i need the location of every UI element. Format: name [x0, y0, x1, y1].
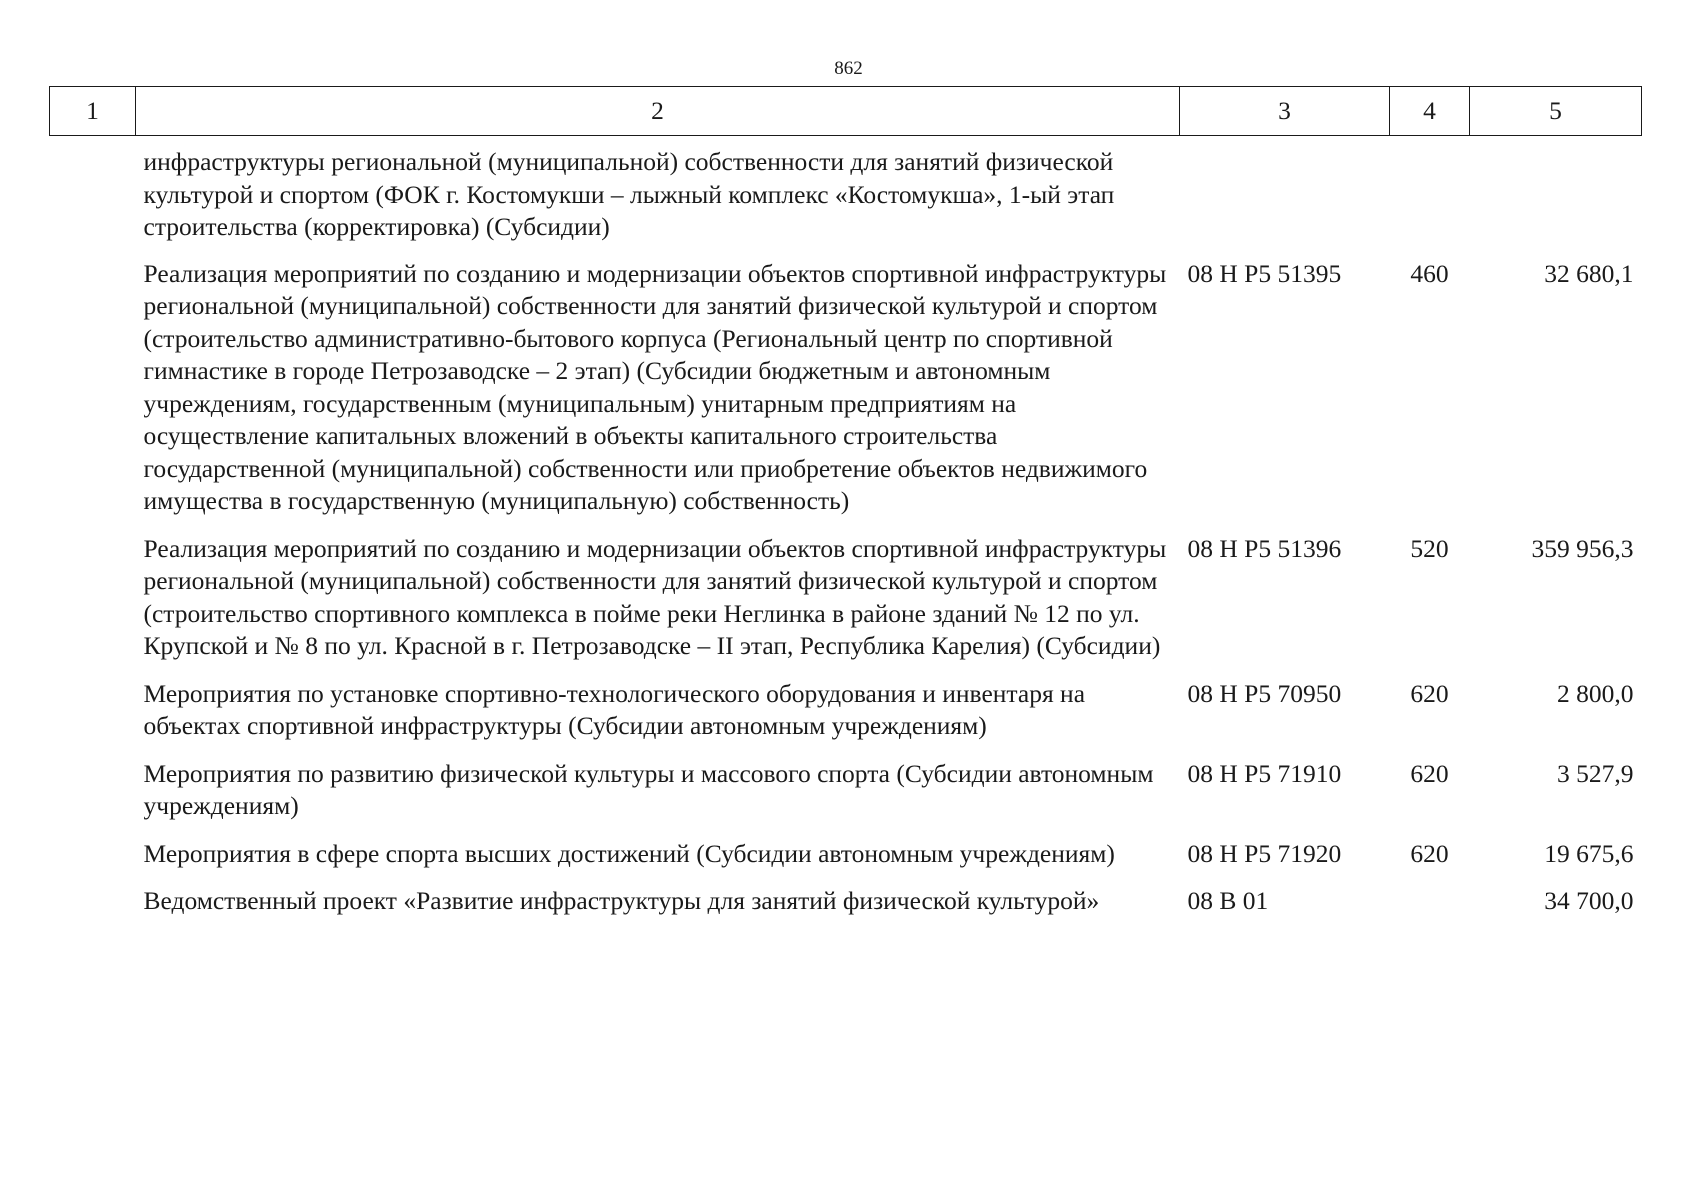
row-number-cell [50, 885, 136, 933]
row-amount: 359 956,3 [1531, 533, 1634, 563]
row-expense-kind: 460 [1410, 258, 1449, 288]
row-description: инфраструктуры региональной (муниципальной) собственности для занятий физической культурой и спортом (ФОК г. Костомукши – лыжный комплекс «Костомукша», 1-ый этап строительства (корректировка) (Субсидии) [143, 147, 1115, 241]
row-description: Мероприятия по развитию физической культуры и массового спорта (Субсидии автономным учреждениям) [143, 758, 1154, 820]
row-description: Мероприятия по установке спортивно-технологического оборудования и инвентаря на объектах спортивной инфраструктуры (Субсидии автономным учреждениям) [143, 678, 1086, 740]
row-expense-kind: 620 [1410, 758, 1449, 788]
row-expense-kind: 620 [1410, 838, 1449, 868]
row-number-cell [50, 533, 136, 678]
row-expense-kind: 520 [1410, 533, 1449, 563]
table-row [50, 758, 1642, 838]
row-code: 08 Н Р5 71920 [1187, 838, 1342, 868]
table-row [50, 136, 1642, 258]
row-description: Ведомственный проект «Развитие инфраструктуры для занятий физической культурой» [143, 886, 1100, 915]
row-number-cell [50, 258, 136, 533]
row-amount: 32 680,1 [1544, 258, 1634, 288]
row-amount: 3 527,9 [1557, 758, 1634, 788]
table-row [50, 678, 1642, 758]
row-amount: 34 700,0 [1544, 886, 1634, 915]
header-cell-4: 4 [1390, 87, 1470, 136]
row-amount: 2 800,0 [1557, 678, 1634, 708]
header-cell-5: 5 [1470, 87, 1642, 136]
header-cell-1: 1 [50, 87, 136, 136]
table-header [50, 87, 1642, 136]
row-code: 08 Н Р5 51396 [1187, 533, 1342, 563]
header-row [50, 87, 1642, 136]
row-code [1180, 136, 1390, 258]
row-code: 08 Н Р5 51395 [1187, 258, 1342, 288]
row-number-cell [50, 136, 136, 258]
row-number-cell [50, 758, 136, 838]
header-cell-2: 2 [136, 87, 1180, 136]
table-row [50, 885, 1642, 933]
row-expense-kind: 620 [1410, 678, 1449, 708]
row-description: Реализация мероприятий по созданию и модернизации объектов спортивной инфраструктуры региональной (муниципальной) собственности для занятий физической культурой и спортом (строительство административно-бытового корпуса (Региональный центр по спортивной гимнастике в городе Петрозаводске – 2 этап) (Субсидии бюджетным и автономным учреждениям, государственным (муниципальным) унитарным предприятиям на осуществление капитальных вложений в объекты капитального строительства государственной (муниципальной) собственности или приобретение объектов недвижимого имущества в государственную (муниципальную) собственность) [143, 258, 1167, 515]
table-row [50, 533, 1642, 678]
table-row [50, 838, 1642, 886]
row-amount: 19 675,6 [1544, 838, 1634, 868]
row-code: 08 Н Р5 71910 [1187, 758, 1342, 788]
row-number-cell [50, 678, 136, 758]
row-expense-kind [1390, 885, 1470, 933]
table-row [50, 258, 1642, 533]
row-code: 08 Н Р5 70950 [1187, 678, 1342, 708]
row-amount [1470, 136, 1642, 258]
header-cell-3: 3 [1180, 87, 1390, 136]
page-number: 862 [834, 58, 863, 79]
table-body [50, 136, 1642, 933]
budget-table [49, 86, 1642, 933]
row-number-cell [50, 838, 136, 886]
row-code: 08 В 01 [1187, 886, 1269, 915]
row-description: Реализация мероприятий по созданию и модернизации объектов спортивной инфраструктуры региональной (муниципальной) собственности для занятий физической культурой и спортом (строительство спортивного комплекса в пойме реки Неглинка в районе зданий № 12 по ул. Крупской и № 8 по ул. Красной в г. Петрозаводске – II этап, Республика Карелия) (Субсидии) [143, 533, 1167, 660]
row-expense-kind [1390, 136, 1470, 258]
row-description: Мероприятия в сфере спорта высших достижений (Субсидии автономным учреждениям) [143, 838, 1115, 868]
